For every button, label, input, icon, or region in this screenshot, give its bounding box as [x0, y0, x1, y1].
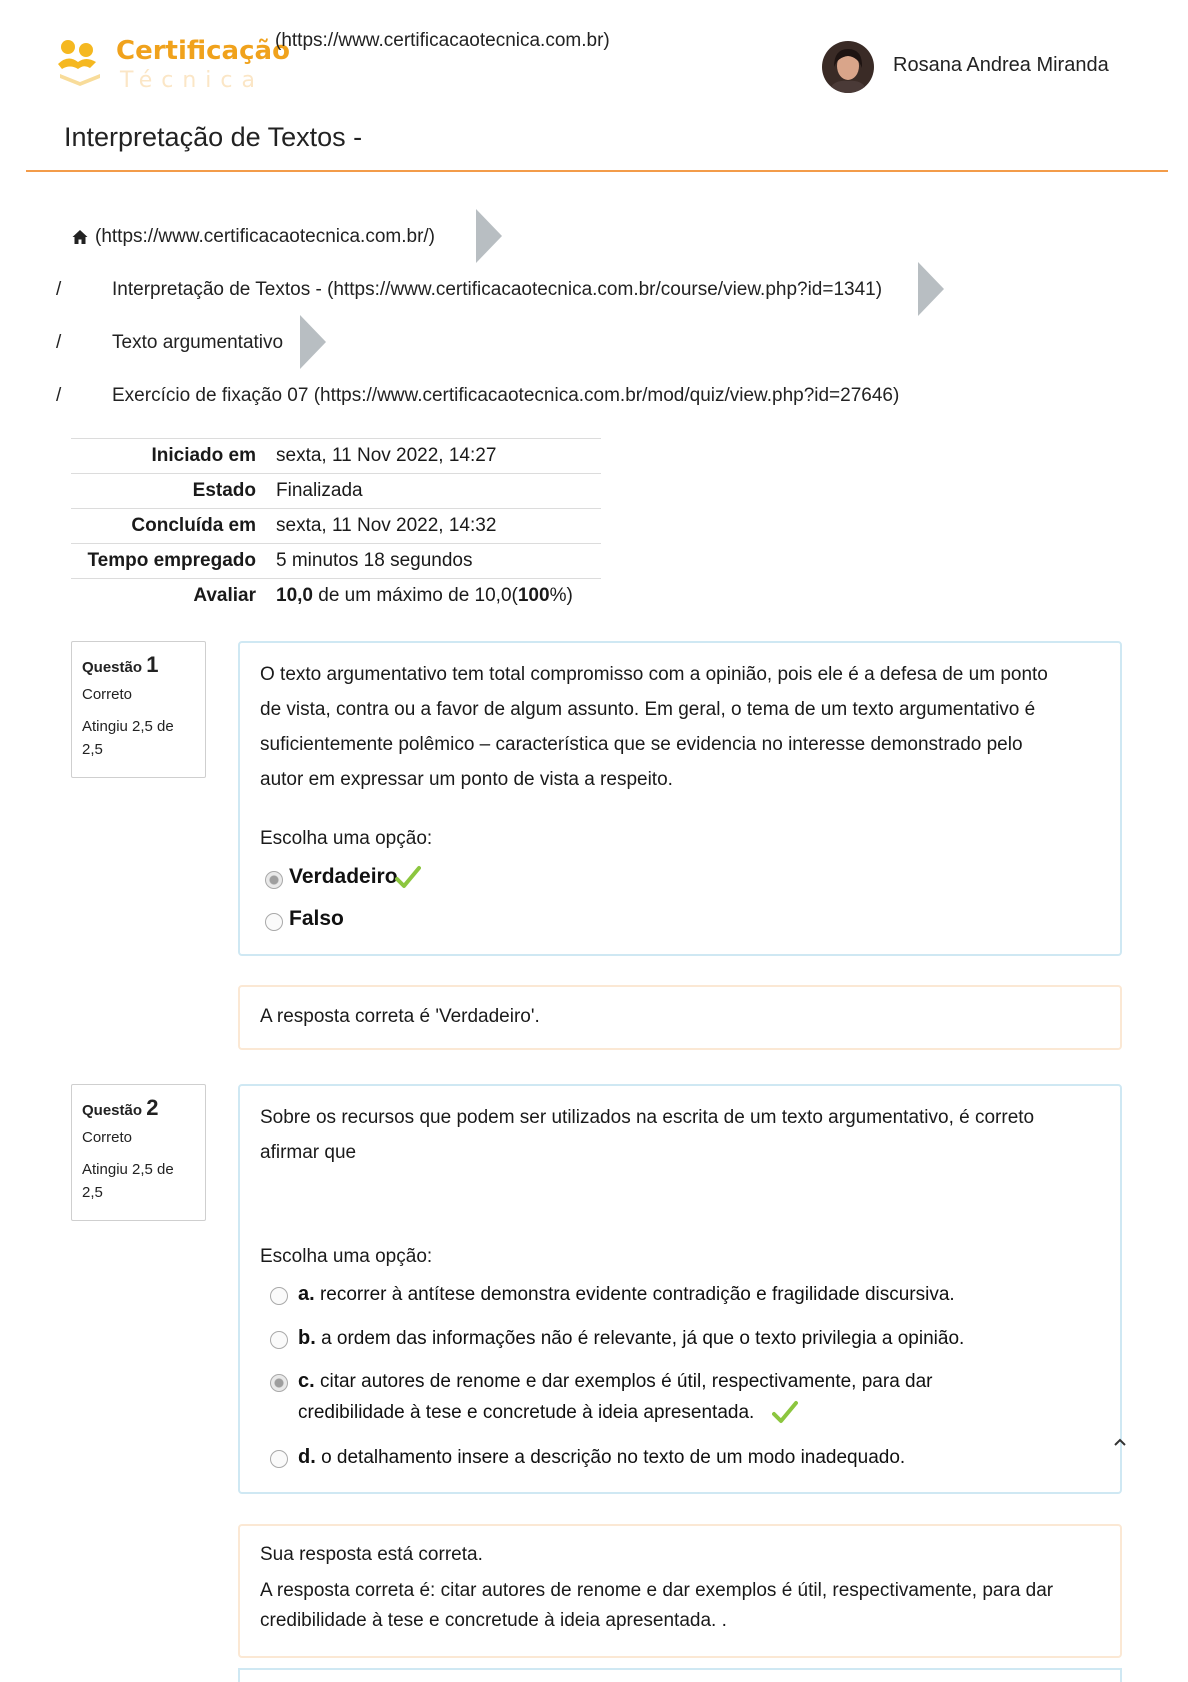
- option-text: o detalhamento insere a descrição no texto de um modo inadequado.: [321, 1447, 906, 1468]
- breadcrumb-arrow-icon: [476, 209, 502, 263]
- page-title: Interpretação de Textos -: [64, 122, 363, 152]
- summary-value: sexta, 11 Nov 2022, 14:32: [276, 509, 601, 544]
- option-false[interactable]: [265, 903, 465, 937]
- summary-row-grade: [71, 579, 601, 614]
- user-photo: [822, 41, 874, 93]
- title-divider: [26, 170, 1168, 172]
- option-c[interactable]: [270, 1366, 1050, 1428]
- grade-percent: 100: [517, 585, 550, 606]
- breadcrumb-quiz-link[interactable]: Exercício de fixação 07 (https://www.certificacaotecnica.com.br/mod/quiz/view.php?id=27646): [112, 385, 900, 406]
- option-letter: d.: [298, 1446, 316, 1468]
- option-d[interactable]: [270, 1442, 1090, 1473]
- feedback-text: A resposta correta é 'Verdadeiro'.: [260, 1006, 540, 1027]
- summary-label: Estado: [71, 474, 276, 509]
- logo-text: Certificação: [116, 36, 290, 66]
- breadcrumb-home-link[interactable]: (https://www.certificacaotecnica.com.br/): [95, 226, 435, 247]
- radio-button[interactable]: [265, 913, 283, 931]
- avatar[interactable]: [822, 41, 874, 93]
- question-number: [82, 652, 195, 678]
- option-letter: b.: [298, 1327, 316, 1349]
- summary-value: Finalizada: [276, 474, 601, 509]
- grade-score: 10,0: [276, 585, 313, 606]
- breadcrumb-separator: /: [56, 385, 62, 406]
- radio-button[interactable]: [270, 1331, 288, 1349]
- option-label: Falso: [289, 907, 344, 930]
- breadcrumb-separator: /: [56, 332, 62, 353]
- question-info-1: [71, 641, 206, 778]
- breadcrumb-separator: /: [56, 279, 62, 300]
- option-text: a ordem das informações não é relevante, já que o texto privilegia a opinião.: [321, 1328, 965, 1349]
- feedback-box-1: [238, 985, 1122, 1050]
- home-icon[interactable]: [72, 229, 88, 245]
- feedback-status: Sua resposta está correta.: [260, 1544, 483, 1565]
- question-number: [82, 1095, 195, 1121]
- radio-button-selected[interactable]: [265, 871, 283, 889]
- question-text: O texto argumentativo tem total compromisso com a opinião, pois ele é a defesa de um ponto de vista, contra ou a favor de algum assunto. Em geral, o tema de um texto argumentativo é suficientemente polêmico – característica que se evidencia no interesse demonstrado pelo autor em expressar um ponto de vista a respeito.: [260, 664, 1048, 790]
- question-grade: Atingiu 2,5 de 2,5: [82, 718, 174, 758]
- feedback-box-2: [238, 1524, 1122, 1658]
- option-text: recorrer à antítese demonstra evidente contradição e fragilidade discursiva.: [319, 1284, 955, 1305]
- attempt-summary-table: [71, 438, 601, 613]
- question-box-2: [238, 1084, 1122, 1494]
- logo-people-icon: [56, 38, 114, 90]
- option-a[interactable]: [270, 1279, 1090, 1310]
- option-text: citar autores de renome e dar exemplos é útil, respectivamente, para dar credibilidade à tese e concretude à ideia apresentada.: [298, 1371, 933, 1423]
- summary-label: Concluída em: [71, 509, 276, 544]
- breadcrumb-arrow-icon: [918, 262, 944, 316]
- question-status: Correto: [82, 1129, 133, 1146]
- summary-value: 5 minutos 18 segundos: [276, 544, 601, 579]
- question-box-3-edge: [238, 1668, 1122, 1682]
- option-label: [298, 1442, 1090, 1473]
- grade-end: %): [549, 585, 573, 606]
- summary-row-started: [71, 439, 601, 474]
- feedback-text: A resposta correta é: citar autores de renome e dar exemplos é útil, respectivamente, para dar credibilidade à tese e concretude à ideia apresentada. .: [260, 1580, 1054, 1631]
- grade-mid: de um máximo de 10,0(: [318, 585, 518, 606]
- radio-button-selected[interactable]: [270, 1374, 288, 1392]
- question-box-1: [238, 641, 1122, 956]
- question-info-2: [71, 1084, 206, 1221]
- user-name[interactable]: Rosana Andrea Miranda: [893, 54, 1109, 76]
- question-label: Questão: [82, 659, 143, 676]
- check-icon: [772, 1400, 798, 1426]
- breadcrumb-section-link[interactable]: Texto argumentativo: [112, 332, 284, 353]
- option-true[interactable]: [265, 861, 465, 895]
- breadcrumb-arrow-icon: [300, 315, 326, 369]
- question-grade: Atingiu 2,5 de 2,5: [82, 1161, 174, 1201]
- breadcrumb-course-link[interactable]: Interpretação de Textos - (https://www.certificacaotecnica.com.br/course/view.php?id=1341): [112, 279, 883, 300]
- chevron-up-icon[interactable]: [1112, 1436, 1128, 1448]
- site-logo[interactable]: [56, 36, 290, 96]
- summary-label: Tempo empregado: [71, 544, 276, 579]
- option-letter: c.: [298, 1370, 315, 1392]
- question-label: Questão: [82, 1102, 143, 1119]
- radio-button[interactable]: [270, 1287, 288, 1305]
- option-label: Verdadeiro: [289, 865, 398, 888]
- option-label: [298, 1323, 1090, 1354]
- logo-subtext: Técnica: [120, 68, 264, 93]
- summary-value: sexta, 11 Nov 2022, 14:27: [276, 439, 601, 474]
- summary-value: [276, 579, 601, 614]
- options-prompt: Escolha uma opção:: [260, 828, 433, 849]
- question-number-value: 1: [146, 652, 159, 677]
- summary-row-completed: [71, 509, 601, 544]
- option-b[interactable]: [270, 1323, 1090, 1354]
- question-text: Sobre os recursos que podem ser utilizados na escrita de um texto argumentativo, é correto afirmar que: [260, 1107, 1035, 1163]
- radio-button[interactable]: [270, 1450, 288, 1468]
- option-letter: a.: [298, 1283, 315, 1305]
- summary-row-state: [71, 474, 601, 509]
- summary-label: Avaliar: [71, 579, 276, 614]
- summary-row-time: [71, 544, 601, 579]
- site-url-link[interactable]: (https://www.certificacaotecnica.com.br): [275, 30, 610, 51]
- option-label: [298, 1366, 998, 1428]
- summary-label: Iniciado em: [71, 439, 276, 474]
- check-icon: [395, 865, 421, 891]
- option-label: [298, 1279, 1090, 1310]
- options-prompt: Escolha uma opção:: [260, 1246, 433, 1267]
- question-status: Correto: [82, 686, 133, 703]
- question-number-value: 2: [146, 1095, 159, 1120]
